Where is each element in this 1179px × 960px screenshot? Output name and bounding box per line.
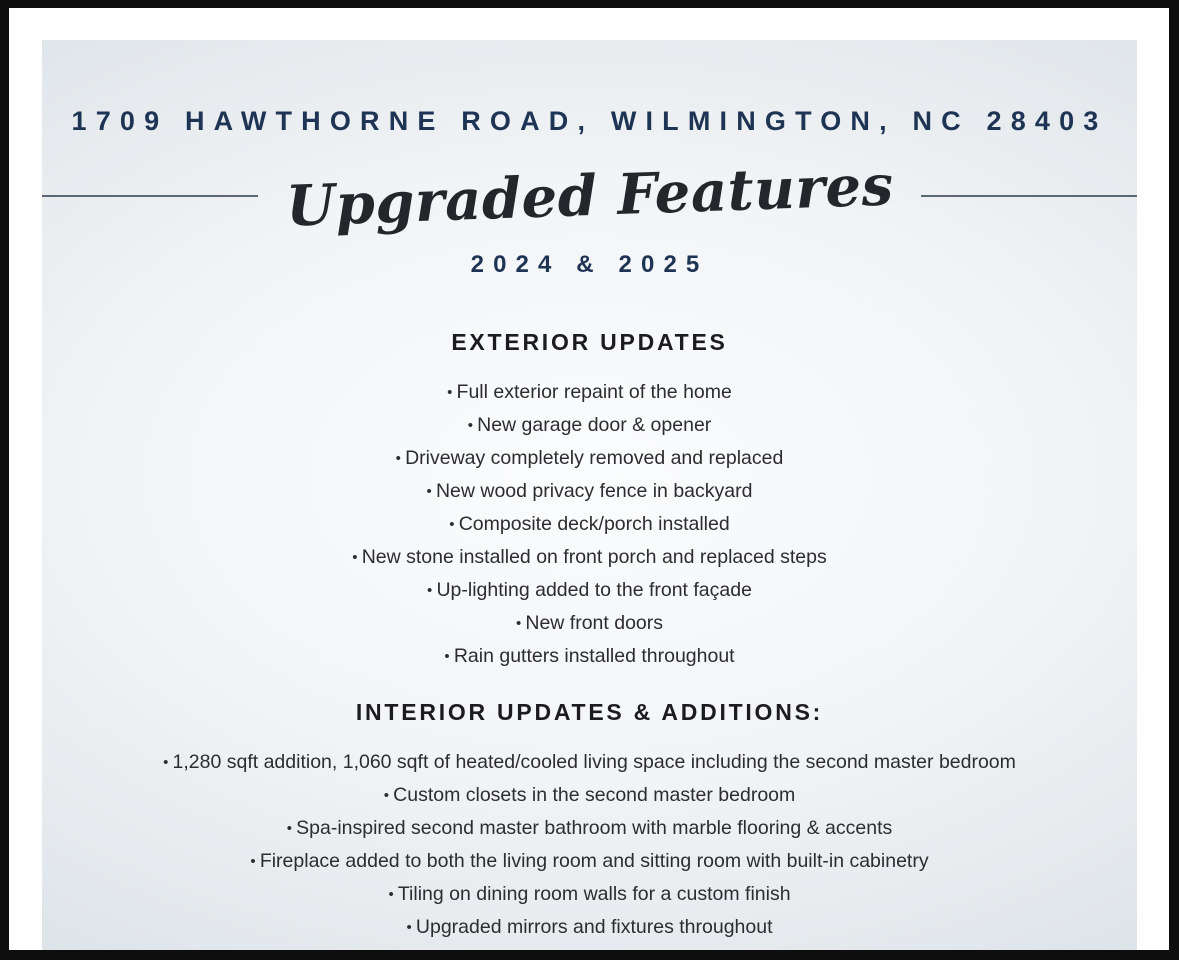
bullet-item (42, 442, 1137, 475)
years-subtitle: 2024 & 2025 (470, 251, 709, 278)
interior-updates-list (42, 746, 1137, 944)
bullet-item (42, 878, 1137, 911)
bullet-text: New garage door & opener (477, 414, 712, 436)
bullet-dot: • (395, 450, 406, 467)
exterior-updates-list (42, 376, 1137, 673)
property-address: 1709 HAWTHORNE ROAD, WILMINGTON, NC 28403 (71, 106, 1108, 136)
bullet-text: Tiling on dining room walls for a custom finish (397, 883, 791, 905)
bullet-dot: • (449, 516, 459, 533)
bullet-item (42, 812, 1137, 845)
left-divider-line (42, 195, 258, 197)
document-page (9, 8, 1169, 950)
bullet-text: Fireplace added to both the living room and sitting room with built-in cabinetry (259, 850, 929, 872)
bullet-item (42, 779, 1137, 812)
bullet-dot: • (406, 919, 416, 936)
bullet-item (42, 475, 1137, 508)
bullet-item (42, 845, 1137, 878)
bullet-item (42, 746, 1137, 779)
bullet-text: New wood privacy fence in backyard (435, 480, 753, 502)
bullet-text: Composite deck/porch installed (458, 513, 730, 535)
bullet-dot: • (163, 754, 173, 771)
bullet-text: New front doors (525, 612, 664, 634)
bullet-item (42, 574, 1137, 607)
bullet-dot: • (447, 384, 457, 401)
flyer-title: Upgraded Features (284, 152, 895, 240)
section-heading-interior: INTERIOR UPDATES & ADDITIONS: (355, 699, 824, 725)
right-divider-line (921, 195, 1137, 197)
bullet-item (42, 508, 1137, 541)
bullet-item (42, 640, 1137, 673)
bullet-item (42, 409, 1137, 442)
bullet-item (42, 376, 1137, 409)
bullet-text: Up-lighting added to the front façade (436, 579, 752, 601)
bullet-dot: • (427, 582, 437, 599)
flyer-panel (42, 40, 1137, 950)
bullet-item (42, 541, 1137, 574)
bullet-text: Upgraded mirrors and fixtures throughout (415, 916, 773, 938)
bullet-text: Driveway completely removed and replaced (405, 447, 784, 469)
bullet-dot: • (444, 648, 454, 665)
bullet-text: Spa-inspired second master bathroom with marble flooring & accents (296, 817, 893, 839)
bullet-dot: • (467, 417, 478, 434)
bullet-dot: • (286, 820, 297, 837)
bullet-item (42, 911, 1137, 944)
bullet-dot: • (388, 886, 398, 903)
bullet-dot: • (383, 787, 394, 804)
bullet-text: New stone installed on front porch and replaced steps (361, 546, 827, 568)
bullet-dot: • (426, 483, 436, 500)
bullet-text: Rain gutters installed throughout (453, 645, 735, 667)
bullet-dot: • (250, 853, 260, 870)
bullet-text: Custom closets in the second master bedroom (393, 784, 796, 806)
bullet-dot: • (352, 549, 362, 566)
section-heading-exterior: EXTERIOR UPDATES (451, 329, 728, 355)
bullet-dot: • (515, 615, 526, 632)
bullet-text: 1,280 sqft addition, 1,060 sqft of heated/cooled living space including the second master bedroom (172, 751, 1016, 773)
bullet-text: Full exterior repaint of the home (456, 381, 732, 403)
title-row (42, 153, 1137, 239)
bullet-item (42, 607, 1137, 640)
